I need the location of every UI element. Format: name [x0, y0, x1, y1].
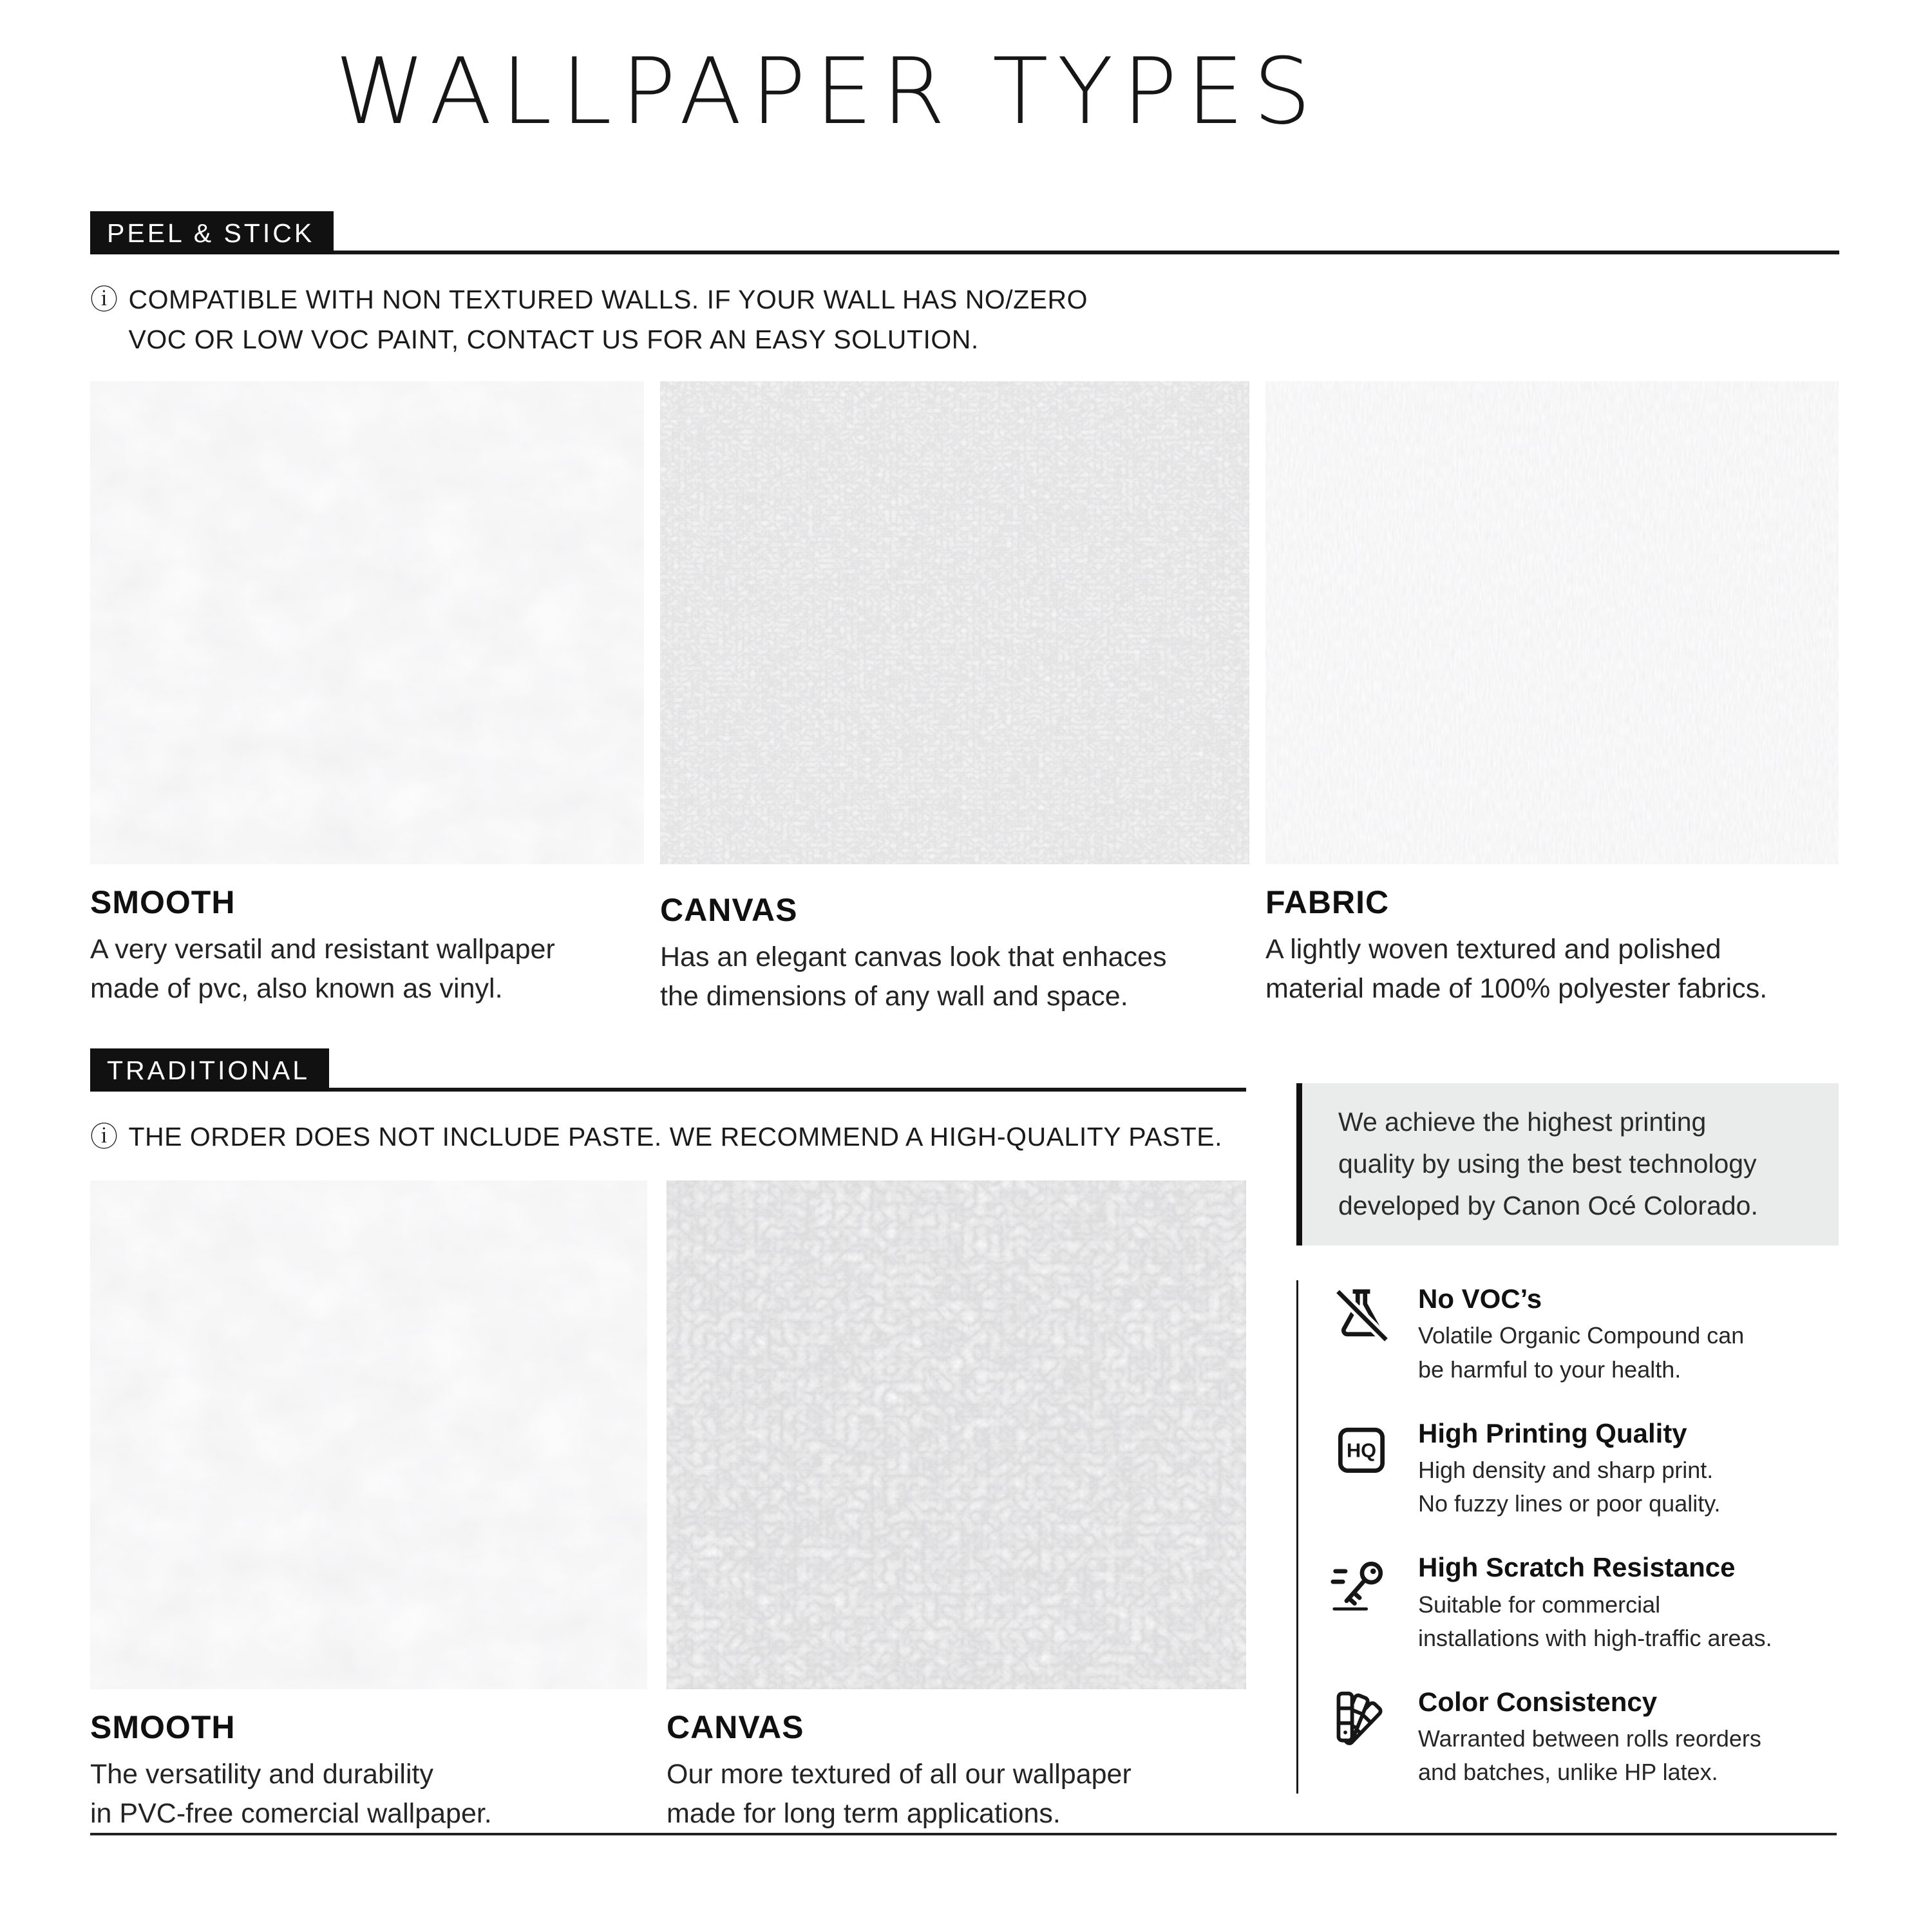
- color-swatches-fan-icon: [1331, 1687, 1392, 1790]
- swatch-title: FABRIC: [1265, 884, 1390, 920]
- peel-stick-rule: [334, 251, 1839, 254]
- swatch-description-line: Has an elegant canvas look that enhaces: [660, 942, 1167, 972]
- callout-line: developed by Canon Océ Colorado.: [1338, 1190, 1758, 1220]
- feature-description: [1418, 1722, 1761, 1789]
- feature-description-line: Volatile Organic Compound can: [1418, 1322, 1745, 1349]
- no-voc-flask-icon: [1331, 1284, 1392, 1387]
- feature-text: [1418, 1419, 1721, 1521]
- callout-line: We achieve the highest printing: [1338, 1107, 1707, 1137]
- swatch-title: CANVAS: [660, 892, 798, 928]
- swatch-description: [667, 1755, 1246, 1833]
- note-line: COMPATIBLE WITH NON TEXTURED WALLS. IF YOUR WALL HAS NO/ZERO: [128, 285, 1088, 314]
- scratch-resistance-key-icon: [1331, 1553, 1392, 1655]
- bottom-divider: [90, 1833, 1837, 1835]
- swatch-peel-smooth: [90, 381, 644, 1016]
- feature-description-line: Suitable for commercial: [1418, 1591, 1661, 1618]
- feature-text: [1418, 1687, 1761, 1790]
- feature-description: [1418, 1454, 1721, 1520]
- swatch-description-line: A lightly woven textured and polished: [1265, 934, 1721, 965]
- peel-stick-swatch-grid: [90, 381, 1839, 1016]
- peel-stick-note-text: [129, 280, 1088, 359]
- peel-stick-note: [90, 280, 1839, 359]
- hq-badge-text: HQ: [1346, 1439, 1377, 1462]
- feature-description-line: be harmful to your health.: [1418, 1356, 1681, 1383]
- feature-title: High Scratch Resistance: [1418, 1552, 1736, 1583]
- smooth-texture-image: [90, 1180, 647, 1689]
- feature-title: Color Consistency: [1418, 1686, 1658, 1717]
- swatch-traditional-smooth: [90, 1180, 647, 1833]
- swatch-traditional-canvas: [667, 1180, 1246, 1833]
- feature-high-printing-quality: [1331, 1419, 1839, 1521]
- swatch-description-line: made of pvc, also known as vinyl.: [90, 973, 503, 1005]
- section-peel-and-stick: [90, 211, 1839, 1016]
- peel-stick-label: PEEL & STICK: [90, 211, 334, 254]
- note-line: THE ORDER DOES NOT INCLUDE PASTE. WE RECOMMEND A HIGH-QUALITY PASTE.: [128, 1122, 1223, 1151]
- feature-description-line: High density and sharp print.: [1418, 1457, 1714, 1484]
- swatch-title: CANVAS: [667, 1709, 804, 1746]
- feature-color-consistency: [1331, 1687, 1839, 1790]
- section-traditional: [90, 1048, 1246, 1833]
- swatch-description: [90, 1755, 647, 1833]
- note-line: VOC OR LOW VOC PAINT, CONTACT US FOR AN EASY SOLUTION.: [128, 324, 979, 354]
- feature-high-scratch-resistance: [1331, 1553, 1839, 1655]
- feature-title: No VOC’s: [1418, 1283, 1542, 1314]
- traditional-label: TRADITIONAL: [90, 1048, 329, 1092]
- fabric-texture-image: [1265, 381, 1839, 864]
- page-title: WALLPAPER TYPES: [335, 39, 1320, 145]
- swatch-description-line: The versatility and durability: [90, 1759, 433, 1790]
- hq-badge-icon: [1331, 1419, 1392, 1521]
- feature-title: High Printing Quality: [1418, 1417, 1687, 1448]
- swatch-peel-fabric: [1265, 381, 1839, 1016]
- traditional-header: [90, 1048, 1246, 1092]
- swatch-description: [1265, 930, 1839, 1009]
- swatch-peel-canvas: [660, 381, 1249, 1016]
- feature-description-line: Warranted between rolls reorders: [1418, 1725, 1761, 1752]
- feature-no-voc: [1331, 1284, 1839, 1387]
- printing-quality-callout: [1296, 1083, 1839, 1245]
- feature-description-line: No fuzzy lines or poor quality.: [1418, 1490, 1721, 1517]
- swatch-description-line: material made of 100% polyester fabrics.: [1265, 973, 1768, 1005]
- feature-description: [1418, 1588, 1772, 1655]
- callout-line: quality by using the best technology: [1338, 1148, 1757, 1179]
- printing-quality-aside: [1296, 1083, 1839, 1794]
- traditional-note: [90, 1117, 1246, 1157]
- smooth-texture-image: [90, 381, 644, 864]
- feature-description-line: and batches, unlike HP latex.: [1418, 1759, 1718, 1786]
- swatch-description-line: A very versatil and resistant wallpaper: [90, 934, 555, 965]
- traditional-swatch-grid: [90, 1180, 1246, 1833]
- swatch-title: SMOOTH: [90, 1709, 236, 1746]
- traditional-note-text: [129, 1117, 1223, 1157]
- swatch-title: SMOOTH: [90, 884, 236, 920]
- info-icon: ⓘ: [90, 1122, 118, 1153]
- swatch-description: [90, 930, 644, 1009]
- feature-list: [1296, 1280, 1839, 1793]
- feature-description: [1418, 1319, 1744, 1386]
- swatch-description-line: in PVC-free comercial wallpaper.: [90, 1798, 492, 1830]
- swatch-description-line: made for long term applications.: [667, 1798, 1061, 1830]
- peel-stick-header: [90, 211, 1839, 254]
- info-icon: ⓘ: [90, 285, 118, 316]
- canvas-texture-image: [660, 381, 1249, 864]
- feature-description-line: installations with high-traffic areas.: [1418, 1624, 1772, 1651]
- traditional-rule: [329, 1088, 1246, 1092]
- feature-text: [1418, 1284, 1744, 1387]
- feature-text: [1418, 1553, 1772, 1655]
- coarse-canvas-texture-image: [667, 1180, 1246, 1689]
- swatch-description-line: Our more textured of all our wallpaper: [667, 1759, 1132, 1790]
- swatch-description: [660, 938, 1249, 1016]
- swatch-description-line: the dimensions of any wall and space.: [660, 981, 1128, 1012]
